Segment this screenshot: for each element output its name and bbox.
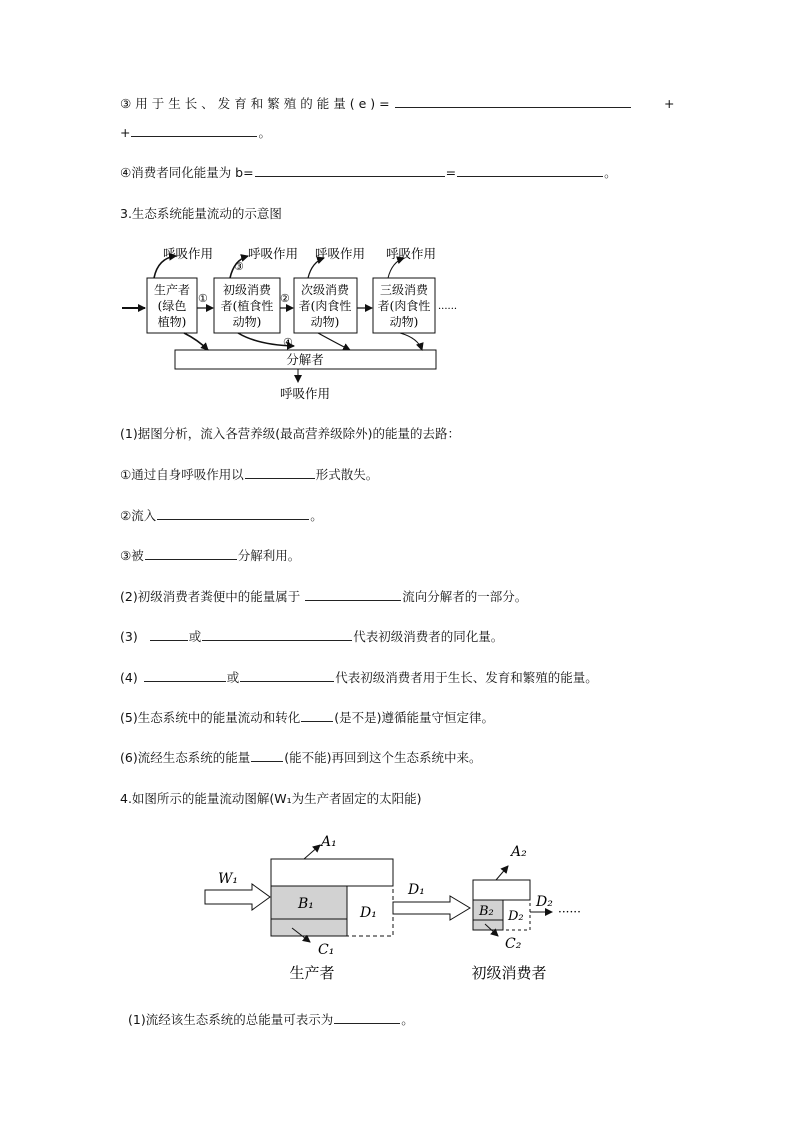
d1-box-label: D₁ xyxy=(360,905,377,921)
producer-line-2: (绿色 xyxy=(157,299,187,313)
consumer-top-cell xyxy=(473,880,530,900)
decomposer-label: 分解者 xyxy=(286,352,324,367)
item4-text: ④消费者同化能量为 b= xyxy=(120,165,254,180)
q4-line xyxy=(120,669,598,687)
q4-blank-1[interactable] xyxy=(144,669,226,682)
q5-pre: (5)生态系统中的能量流动和转化 xyxy=(120,710,301,725)
c1-label: C₁ xyxy=(318,942,335,958)
circ-2: ② xyxy=(280,292,290,305)
resp-label-4: 呼吸作用 xyxy=(386,246,437,261)
item4-line xyxy=(120,164,617,182)
q1a-blank[interactable] xyxy=(245,466,315,479)
item4-blank-1[interactable] xyxy=(255,164,445,177)
a2-arrow xyxy=(496,866,508,880)
q2-post: 流向分解者的一部分。 xyxy=(402,589,528,604)
secondary-line-3: 动物) xyxy=(310,315,340,329)
q5-line xyxy=(120,709,494,727)
energy-flow-diagram-2 xyxy=(200,830,610,990)
q1a-post: 形式散失。 xyxy=(315,467,379,482)
q-last-line xyxy=(128,1011,414,1029)
section3-title: 3.生态系统能量流动的示意图 xyxy=(120,206,282,221)
decomp-resp-label: 呼吸作用 xyxy=(279,386,331,401)
item4-blank-2[interactable] xyxy=(457,164,603,177)
b2-label: B₂ xyxy=(479,904,494,919)
q1b-blank[interactable] xyxy=(157,507,309,520)
item3-plus: + xyxy=(664,96,675,111)
item3-text: ③用于生长、发育和繁殖的能量(e)= xyxy=(120,96,394,111)
q3-blank-1[interactable] xyxy=(150,628,188,641)
consumer-c2-cell xyxy=(473,920,503,930)
item4-end: 。 xyxy=(604,165,617,180)
q6-pre: (6)流经生态系统的能量 xyxy=(120,750,251,765)
q3-line xyxy=(120,628,503,646)
circ-1: ① xyxy=(198,292,208,305)
q-last-pre: (1)流经该生态系统的总能量可表示为 xyxy=(128,1012,334,1027)
q1b-line xyxy=(120,507,323,525)
w1-label: W₁ xyxy=(218,871,239,887)
q-last-post: 。 xyxy=(401,1012,414,1027)
to-decomp-4 xyxy=(400,333,422,350)
resp-arrow-4 xyxy=(388,258,404,278)
producer-caption: 生产者 xyxy=(289,964,335,982)
a1-arrow xyxy=(304,845,320,859)
secondary-line-1: 次级消费 xyxy=(300,283,350,297)
b1-label: B₁ xyxy=(298,896,314,912)
q4-mid: 或 xyxy=(226,670,240,685)
resp-label-1: 呼吸作用 xyxy=(163,246,214,261)
q1-text: (1)据图分析，流入各营养级(最高营养级除外)的能量的去路： xyxy=(120,426,460,441)
q3-pre: (3) xyxy=(120,629,142,644)
q1a-pre: ①通过自身呼吸作用以 xyxy=(120,467,244,482)
producer-line-1: 生产者 xyxy=(153,283,191,297)
energy-flow-diagram-1 xyxy=(118,240,458,405)
q5-post: (是不是)遵循能量守恒定律。 xyxy=(334,710,494,725)
section4-title: 4.如图所示的能量流动图解(W₁为生产者固定的太阳能) xyxy=(120,791,422,806)
secondary-line-2: 者(肉食性 xyxy=(298,299,352,313)
q3-post: 代表初级消费者的同化量。 xyxy=(353,629,504,644)
a2-label: A₂ xyxy=(511,844,527,860)
to-decomp-3 xyxy=(318,333,350,350)
item3-line2 xyxy=(120,124,271,142)
d2-box-label: D₂ xyxy=(508,909,524,924)
item3-line xyxy=(120,95,632,113)
item3-blank-2[interactable] xyxy=(131,124,257,137)
q-last-blank[interactable] xyxy=(334,1011,400,1024)
tertiary-line-3: 动物) xyxy=(389,315,419,329)
trailing-dots: ······ xyxy=(438,304,458,315)
q3-mid: 或 xyxy=(188,629,202,644)
a1-label: A₁ xyxy=(321,834,337,850)
primary-line-3: 动物) xyxy=(232,315,262,329)
d2-arrow-label: D₂ xyxy=(536,894,553,910)
producer-c1-cell xyxy=(271,919,347,936)
q1b-post: 。 xyxy=(310,508,323,523)
producer-line-3: 植物) xyxy=(157,315,187,329)
to-decomp-1 xyxy=(184,333,208,350)
q6-post: (能不能)再回到这个生态系统中来。 xyxy=(284,750,482,765)
item3-plus2: + xyxy=(120,125,131,140)
primary-line-1: 初级消费 xyxy=(222,283,272,297)
consumer-caption: 初级消费者 xyxy=(471,964,547,982)
c2-label: C₂ xyxy=(505,936,522,952)
q2-pre: (2)初级消费者粪便中的能量属于 xyxy=(120,589,305,604)
tertiary-line-1: 三级消费 xyxy=(379,283,429,297)
item3-end: 。 xyxy=(258,125,271,140)
item3-blank-1[interactable] xyxy=(395,95,631,108)
q3-blank-2[interactable] xyxy=(202,628,352,641)
resp-arrow-3 xyxy=(308,258,324,278)
primary-line-2: 者(植食性 xyxy=(220,299,274,313)
q1b-pre: ②流入 xyxy=(120,508,157,523)
q5-blank[interactable] xyxy=(301,709,333,722)
q4-pre: (4) xyxy=(120,670,138,685)
q6-line xyxy=(120,749,481,767)
circ-3: ③ xyxy=(234,260,244,273)
q1c-pre: ③被 xyxy=(120,548,144,563)
resp-label-2: 呼吸作用 xyxy=(248,246,299,261)
resp-label-3: 呼吸作用 xyxy=(315,246,366,261)
q6-blank[interactable] xyxy=(251,749,283,762)
circ-4: ④ xyxy=(283,336,293,349)
producer-top-cell xyxy=(271,859,393,886)
q1c-post: 分解利用。 xyxy=(237,548,301,563)
q4-post: 代表初级消费者用于生长、发育和繁殖的能量。 xyxy=(335,670,598,685)
q1c-line xyxy=(120,547,300,565)
q1c-blank[interactable] xyxy=(145,547,237,560)
w1-arrow xyxy=(205,884,270,910)
item4-eq: = xyxy=(445,165,457,180)
q1a-line xyxy=(120,466,378,484)
tertiary-line-2: 者(肉食性 xyxy=(377,299,431,313)
d1-arrow xyxy=(393,896,470,920)
d1-arrow-label: D₁ xyxy=(408,882,425,898)
q2-blank[interactable] xyxy=(305,588,401,601)
q2-line xyxy=(120,588,527,606)
d2-dots: ······ xyxy=(558,905,581,919)
q4-blank-2[interactable] xyxy=(240,669,334,682)
